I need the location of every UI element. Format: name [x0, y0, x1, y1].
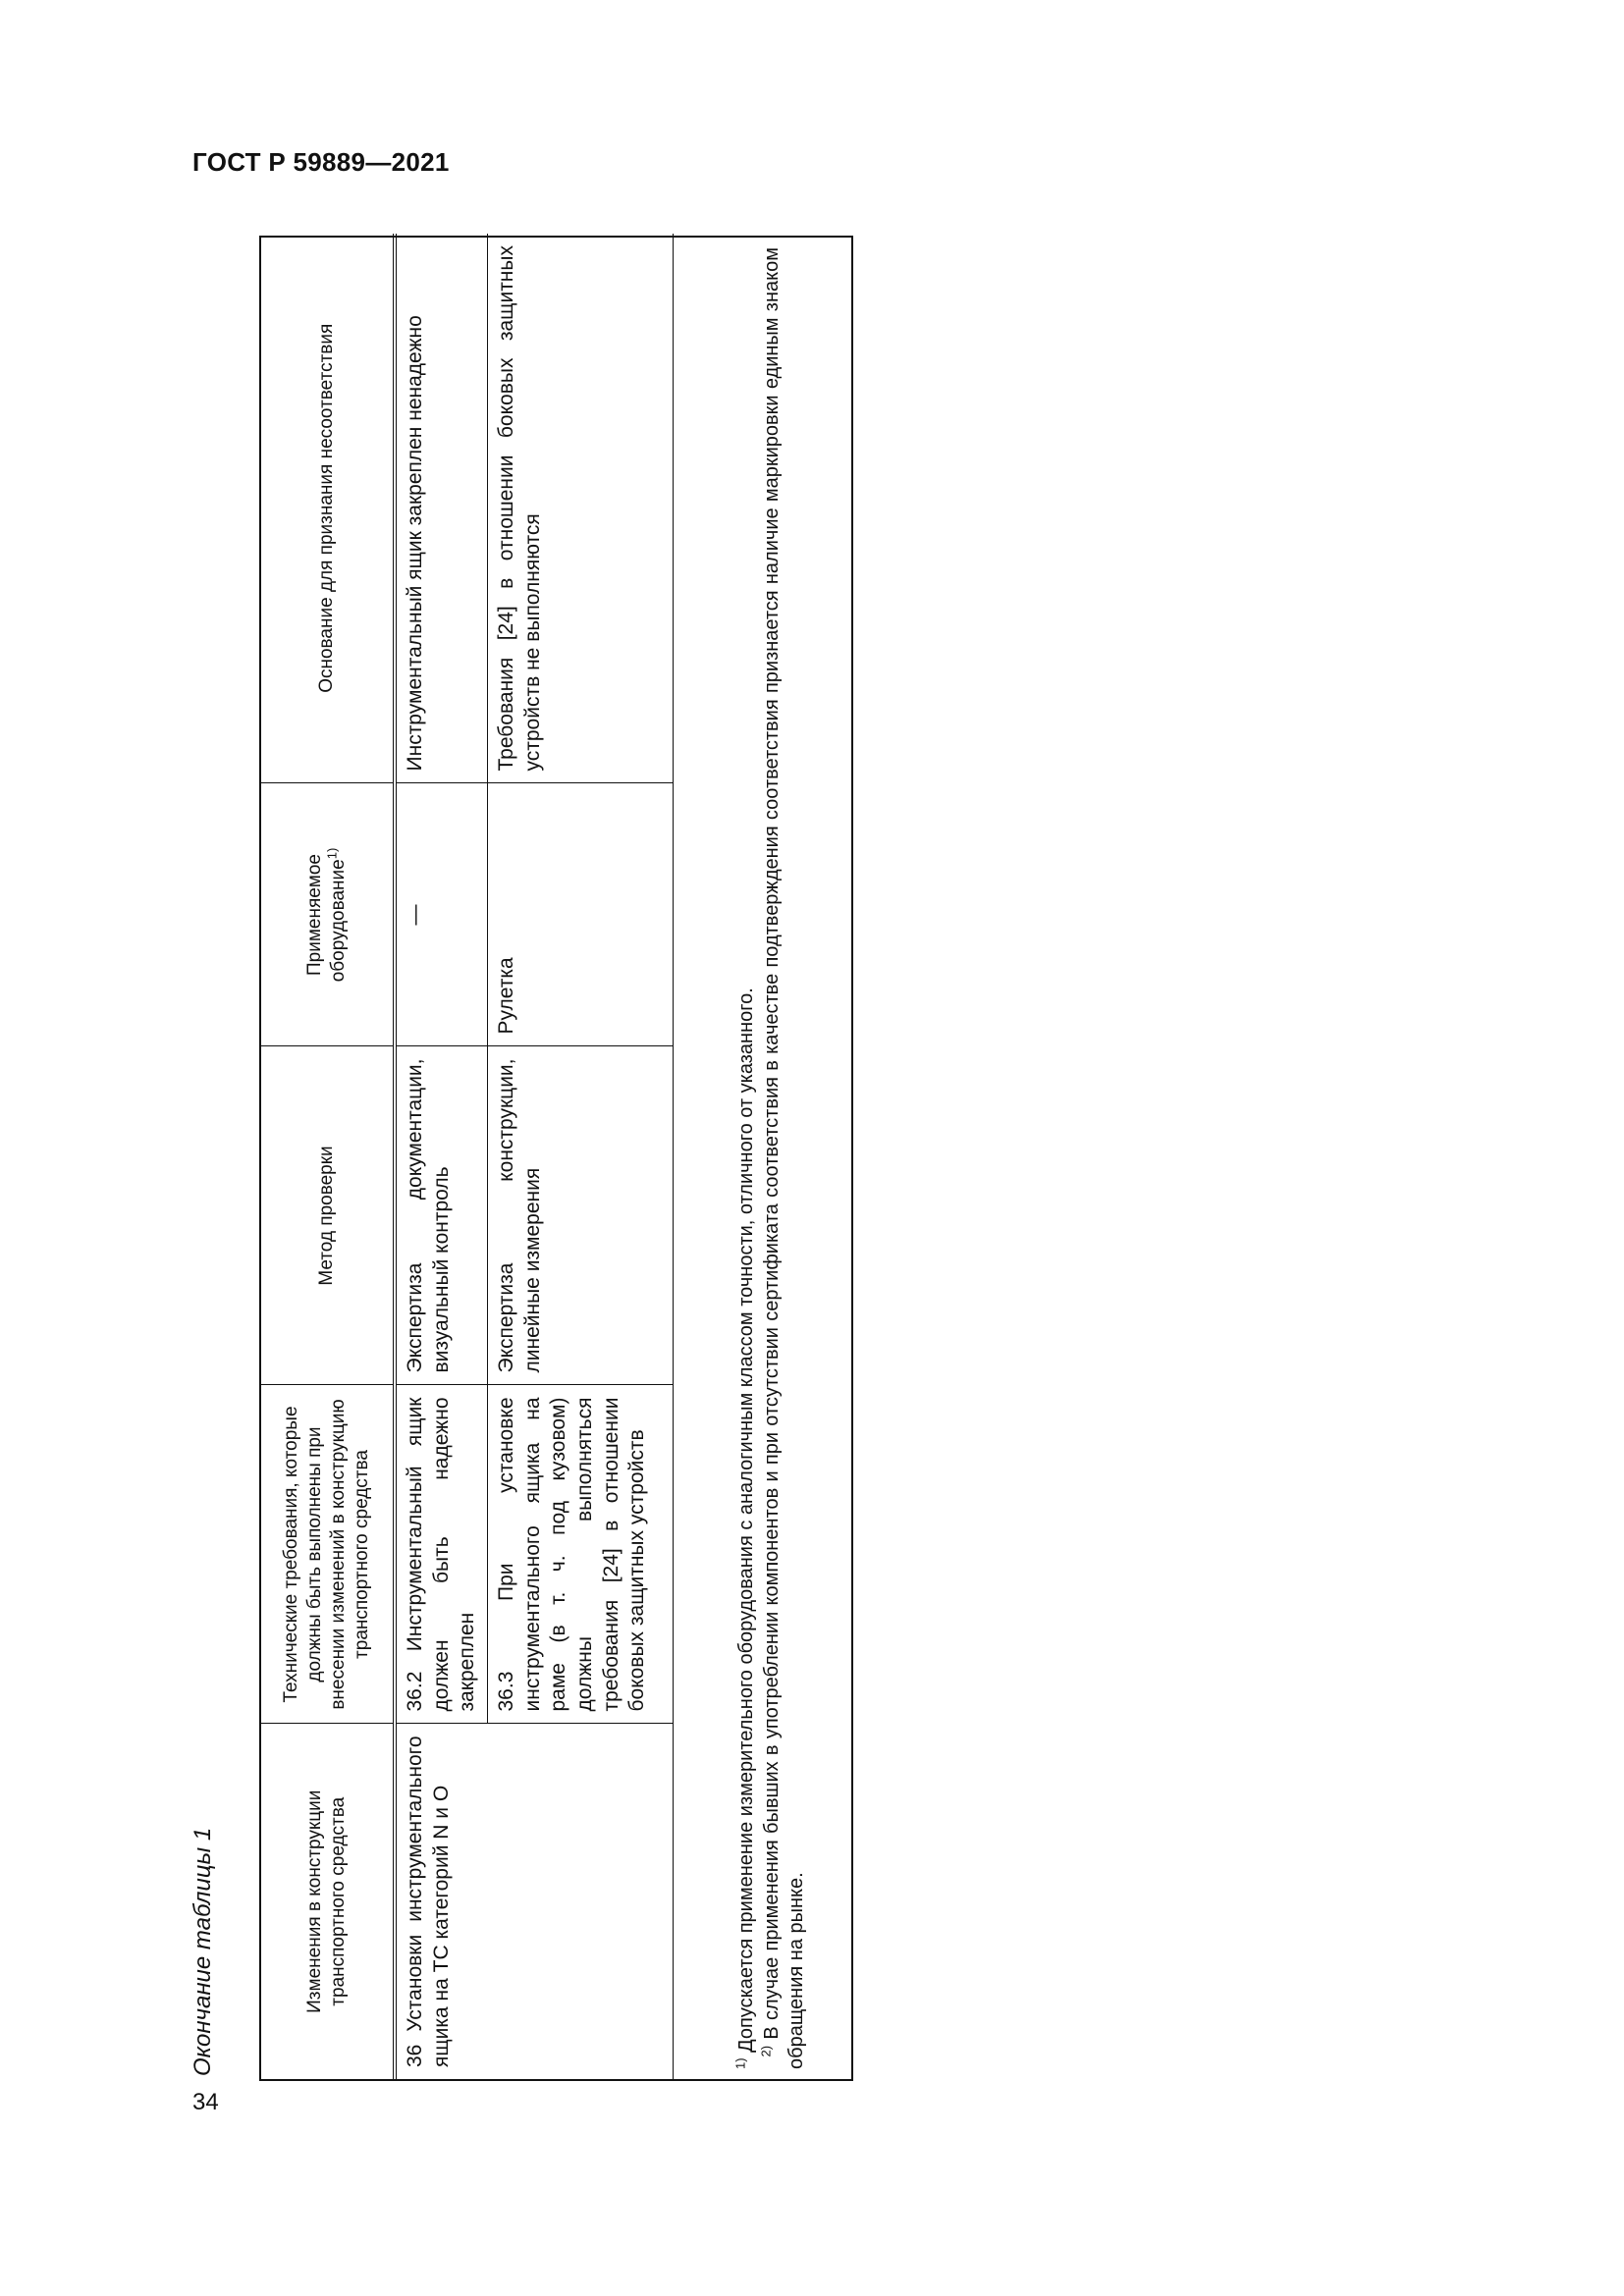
table-frame — [259, 236, 853, 2081]
cell-change: 36 Установки инструментального ящика на ТС категорий N и O — [395, 1724, 673, 2079]
cell-requirement: 36.3 При установке инструментального ящика на раме (в т. ч. под кузовом) должны выполняться требования [24] в отношении боковых защитных устройств — [487, 1385, 673, 1724]
table-header-row — [261, 234, 395, 2079]
footnote-1 — [734, 247, 760, 2069]
cell-equipment: Рулетка — [487, 783, 673, 1046]
footnote-ref-1: 1) — [324, 847, 340, 860]
column-header-method: Метод проверки — [261, 1046, 395, 1385]
cell-requirement: 36.2 Инструментальный ящик должен быть надежно закреплен — [395, 1385, 487, 1724]
footnote-mark: 1) — [732, 2057, 748, 2069]
document-code: ГОСТ Р 59889—2021 — [192, 147, 450, 177]
cell-basis: Требования [24] в отношении боковых защитных устройств не выполняются — [487, 234, 673, 783]
footnote-mark: 2) — [757, 2045, 773, 2057]
cell-basis: Инструментальный ящик закреплен ненадежно — [395, 234, 487, 783]
column-header-basis: Основание для признания несоответствия — [261, 234, 395, 783]
column-header-requirement: Технические требования, которые должны быть выполнены при внесении изменений в конструкцию транспортного средства — [261, 1385, 395, 1724]
footnote-text: В случае применения бывших в употреблении компонентов и при отсутствии сертификата соответствия в качестве подтверждения соответствия признается наличие маркировки единым знаком обращения на рынке. — [760, 247, 808, 2069]
cell-method: Экспертиза документации, визуальный контроль — [395, 1046, 487, 1385]
rotated-table-block — [177, 196, 864, 2081]
requirements-table — [261, 234, 674, 2079]
footnote-text: Допускается применение измерительного оборудования с аналогичным классом точности, отличного от указанного. — [735, 988, 757, 2053]
footnote-2 — [757, 247, 810, 2069]
column-header-equipment — [261, 783, 395, 1046]
page-number: 34 — [192, 2089, 219, 2115]
cell-method: Экспертиза конструкции, линейные измерения — [487, 1046, 673, 1385]
table-caption: Окончание таблицы 1 — [189, 1827, 216, 2076]
cell-equipment: — — [395, 783, 487, 1046]
table-row — [395, 234, 487, 2079]
column-header-equipment-label: Применяемое оборудование — [303, 854, 349, 983]
column-header-change: Изменения в конструкции транспортного средства — [261, 1724, 395, 2079]
footnotes — [734, 247, 810, 2069]
